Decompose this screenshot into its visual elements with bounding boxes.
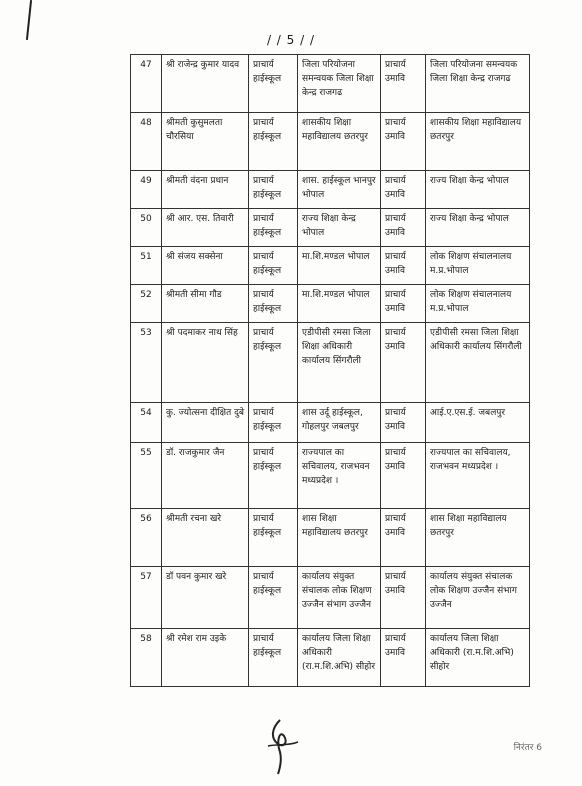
table-row [131,509,530,567]
employee-name-cell: श्री रमेश राम उइके [162,629,249,687]
current-designation-cell: प्राचार्य हाईस्कूल [249,509,298,567]
current-designation-cell: प्राचार्य हाईस्कूल [249,209,298,247]
current-posting-cell: मा.शि.मण्डल भोपाल [298,247,381,285]
employee-name-cell: श्री पदमाकर नाथ सिंह [162,323,249,403]
new-posting-cell: लोक शिक्षण संचालनालय म.प्र.भोपाल [426,247,530,285]
current-designation-cell: प्राचार्य हाईस्कूल [249,403,298,443]
new-posting-cell: राज्य शिक्षा केन्द्र भोपाल [426,171,530,209]
new-designation-cell: प्राचार्य उमावि [381,285,426,323]
serial-number-cell: 49 [131,171,162,209]
page-number: / / 5 / / [266,33,316,47]
table-row [131,443,530,509]
table-row [131,323,530,403]
serial-number-cell: 48 [131,113,162,171]
employee-name-cell: श्रीमती रचना खरे [162,509,249,567]
table-row [131,209,530,247]
table-row [131,247,530,285]
new-posting-cell: एडीपीसी रमसा जिला शिक्षा अधिकारी कार्यालय सिंगरौली [426,323,530,403]
serial-number-cell: 47 [131,55,162,113]
employee-name-cell: श्रीमती सीमा गौड [162,285,249,323]
signature-mark [262,716,302,776]
employee-name-cell: डॉ. राजकुमार जैन [162,443,249,509]
new-posting-cell: कार्यालय जिला शिक्षा अधिकारी (रा.म.शि.अभि) सीहोर [426,629,530,687]
new-designation-cell: प्राचार्य उमावि [381,567,426,629]
serial-number-cell: 58 [131,629,162,687]
new-designation-cell: प्राचार्य उमावि [381,171,426,209]
new-posting-cell: आई.ए.एस.ई. जबलपुर [426,403,530,443]
serial-number-cell: 56 [131,509,162,567]
new-designation-cell: प्राचार्य उमावि [381,55,426,113]
table-row [131,285,530,323]
serial-number-cell: 53 [131,323,162,403]
current-designation-cell: प्राचार्य हाईस्कूल [249,247,298,285]
current-designation-cell: प्राचार्य हाईस्कूल [249,171,298,209]
current-posting-cell: जिला परियोजना समन्वयक जिला शिक्षा केन्द्र राजगढ [298,55,381,113]
new-posting-cell: जिला परियोजना समन्वयक जिला शिक्षा केन्द्र राजगढ [426,55,530,113]
new-posting-cell: राज्यपाल का सचिवालय, राजभवन मध्यप्रदेश । [426,443,530,509]
employee-name-cell: डॉ पवन कुमार खरे [162,567,249,629]
table-row [131,403,530,443]
current-designation-cell: प्राचार्य हाईस्कूल [249,55,298,113]
new-posting-cell: लोक शिक्षण संचालनालय म.प्र.भोपाल [426,285,530,323]
employee-name-cell: श्रीमती कुसुमलता चौरसिया [162,113,249,171]
current-posting-cell: कार्यालय संयुक्त संचालक लोक शिक्षण उज्जैन संभाग उज्जैन [298,567,381,629]
current-posting-cell: शास उर्दू हाईस्कूल, गोहलपुर जबलपुर [298,403,381,443]
serial-number-cell: 55 [131,443,162,509]
current-posting-cell: शासकीय शिक्षा महाविद्यालय छतरपुर [298,113,381,171]
table-row [131,567,530,629]
new-designation-cell: प्राचार्य उमावि [381,629,426,687]
current-posting-cell: एडीपीसी रमसा जिला शिक्षा अधिकारी कार्यालय सिंगरौली [298,323,381,403]
employee-name-cell: श्रीमती वंदना प्रधान [162,171,249,209]
continuation-note: निरंतर 6 [513,743,542,753]
employee-name-cell: कु. ज्योत्सना दीक्षित दुबे [162,403,249,443]
new-designation-cell: प्राचार्य उमावि [381,247,426,285]
serial-number-cell: 54 [131,403,162,443]
employee-name-cell: श्री संजय सक्सेना [162,247,249,285]
table-row [131,113,530,171]
table-row [131,55,530,113]
current-designation-cell: प्राचार्य हाईस्कूल [249,443,298,509]
serial-number-cell: 52 [131,285,162,323]
new-posting-cell: कार्यालय संयुक्त संचालक लोक शिक्षण उज्जैन संभाग उज्जैन [426,567,530,629]
new-posting-cell: शास शिक्षा महाविद्यालय छतरपुर [426,509,530,567]
current-posting-cell: शास शिक्षा महाविद्यालय छतरपुर [298,509,381,567]
current-designation-cell: प्राचार्य हाईस्कूल [249,113,298,171]
new-designation-cell: प्राचार्य उमावि [381,113,426,171]
employee-name-cell: श्री राजेन्द्र कुमार यादव [162,55,249,113]
current-posting-cell: शास. हाईस्कूल भानपुर भोपाल [298,171,381,209]
transfer-table [130,54,530,687]
serial-number-cell: 57 [131,567,162,629]
current-posting-cell: राज्यपाल का सचिवालय, राजभवन मध्यप्रदेश । [298,443,381,509]
table-row [131,171,530,209]
new-designation-cell: प्राचार्य उमावि [381,509,426,567]
new-designation-cell: प्राचार्य उमावि [381,323,426,403]
new-posting-cell: राज्य शिक्षा केन्द्र भोपाल [426,209,530,247]
new-designation-cell: प्राचार्य उमावि [381,209,426,247]
current-designation-cell: प्राचार्य हाईस्कूल [249,629,298,687]
serial-number-cell: 51 [131,247,162,285]
current-designation-cell: प्राचार्य हाईस्कूल [249,285,298,323]
current-posting-cell: कार्यालय जिला शिक्षा अधिकारी (रा.म.शि.अभि) सीहोर [298,629,381,687]
employee-name-cell: श्री आर. एस. तिवारी [162,209,249,247]
current-designation-cell: प्राचार्य हाईस्कूल [249,567,298,629]
new-designation-cell: प्राचार्य उमावि [381,403,426,443]
current-posting-cell: राज्य शिक्षा केन्द्र भोपाल [298,209,381,247]
transfer-table-body [131,55,530,687]
current-designation-cell: प्राचार्य हाईस्कूल [249,323,298,403]
current-posting-cell: मा.शि.मण्डल भोपाल [298,285,381,323]
table-row [131,629,530,687]
serial-number-cell: 50 [131,209,162,247]
new-posting-cell: शासकीय शिक्षा महाविद्यालय छतरपुर [426,113,530,171]
new-designation-cell: प्राचार्य उमावि [381,443,426,509]
